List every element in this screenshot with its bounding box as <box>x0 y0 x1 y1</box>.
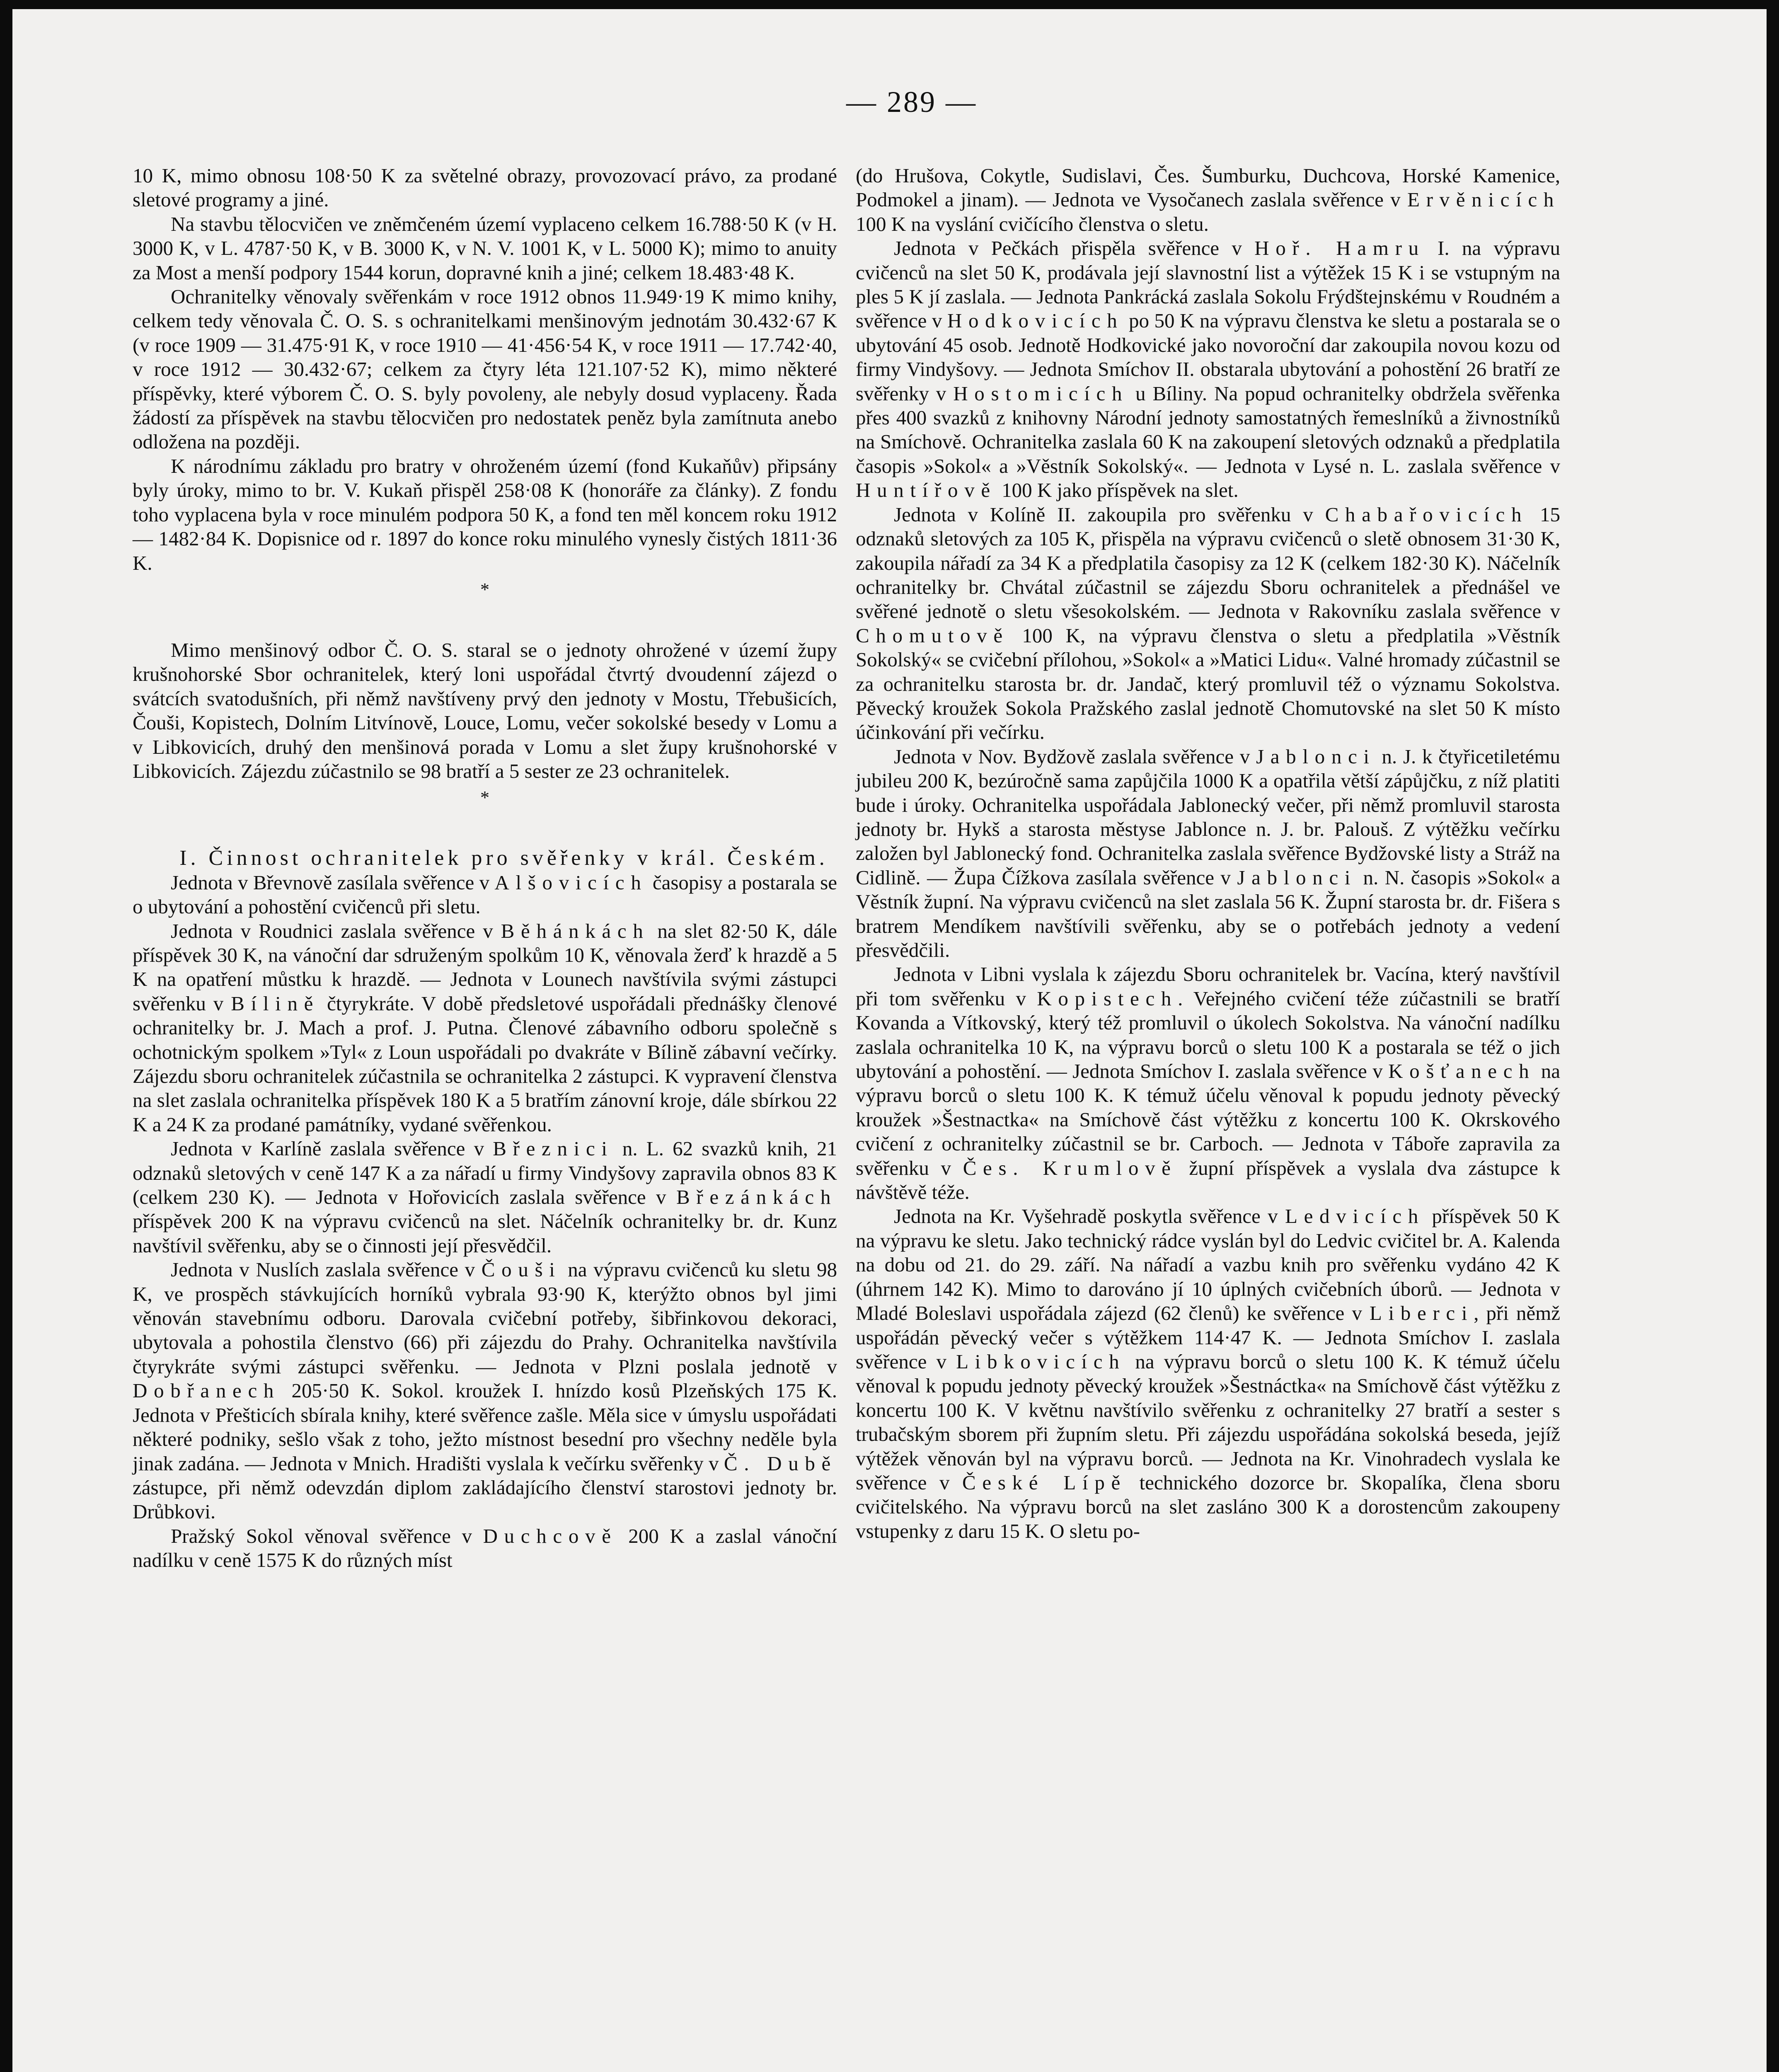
section-heading: I. Činnost ochranitelek pro svěřenky v král. Českém. <box>179 846 828 870</box>
page-number: — 289 — <box>846 85 977 119</box>
place-name: Hoř. Hamru <box>1254 237 1425 260</box>
paragraph <box>856 1204 1560 1543</box>
place-name: Chabařovicích <box>1325 503 1528 526</box>
place-name: Dobřanech <box>133 1379 281 1402</box>
paragraph: Mimo menšinový odbor Č. O. S. staral se o jednoty ohrožené v území župy krušnohorské Sbor ochranitelek, který loni uspořádal čtvrtý dvoudenní zájezd o svátcích svatodušních, při němž navštíveny prvý den jednoty v Mostu, Třebušicích, Čouši, Kopistech, Dolním Litvínově, Louce, Lomu, večer sokolské besedy v Lomu a v Libkovicích, druhý den menšinová porada v Lomu a slet župy krušnohorské v Libkovicích. Zájezdu zúčastnilo se 98 bratří a 5 sester ze 23 ochranitelek. <box>133 638 837 782</box>
place-name: Chomutově <box>856 624 1009 647</box>
paragraph: Ochranitelky věnovaly svěřenkám v roce 1912 obnos 11.949·19 K mimo knihy, celkem tedy věnovala Č. O. S. s ochranitelkami menšinovým jednotám 30.432·67 K (v roce 1909 — 31.475·91 K, v roce 1910 — 41·456·54 K, v roce 1911 — 17.742·40, v roce 1912 — 30.432·67; celkem za čtyry léta 121.107·52 K), mimo některé příspěvky, které výborem Č. O. S. byly povoleny, ale nebyly dosud vyplaceny. Řada žádostí za příspěvek na stavbu tělocvičen pro nedostatek peněz byla zamítnuta anebo odložena na později. <box>133 285 837 453</box>
text: 100 K na vyslání cvičícího členstva o sletu. <box>856 212 1209 235</box>
text: Pražský Sokol věnoval svěřence v <box>171 1524 483 1547</box>
paragraph <box>856 745 1560 963</box>
place-name: Březnici <box>493 1137 614 1160</box>
place-name: Jablonci <box>1237 866 1357 889</box>
text: 100 K, na výpravu členstva o sletu a předplatila »Věstník Sokolský« se cvičební přílohou, »Sokol« a »Matici Lidu«. Valné hromady zúčastnil se za ochranitelku starosta br. dr. Jandač, který promluvil též o významu Sokolstva. Pěvecký kroužek Sokola Pražského zaslal jednotě Chomutovské na slet 50 K místo účinkování při večírku. <box>856 624 1560 744</box>
text: n. L. 62 svazků knih, 21 odznaků sletových v ceně 147 K a za nářadí u firmy Vindyšovy zapravila obnos 83 K (celkem 230 K). — Jednota v Hořovicích zaslala svěřence v <box>133 1137 837 1209</box>
text: Jednota v Nov. Bydžově zaslala svěřence v <box>894 745 1256 768</box>
place-name: Kopistech <box>1037 987 1178 1010</box>
text: na výpravu borců o sletu 100 K. K témuž účelu věnoval k popudu jednoty pěvecký kroužek »Šestnáctka« na Smíchově část výtěžku z koncertu 100 K. V květnu navštívilo svěřenku z ochranitelky 27 bratří a sester s trubačským sborem při župním sletu. Při zájezdu uspořádána sokolská beseda, jejíž výtěžek věnován byl na výpravu borců. — Jednota na Kr. Vinohradech vyslala ke svěřence v <box>856 1350 1560 1494</box>
place-name: České Lípě <box>962 1471 1127 1494</box>
text: časopisy a postarala se o ubytování a pohostění cvičenců při sletu. <box>133 871 837 918</box>
place-name: Běhánkách <box>501 919 650 942</box>
text: Jednota v Libni vyslala k zájezdu Sboru ochranitelek br. Vacína, který navštívil při tom svěřenku v <box>856 963 1560 1010</box>
text: Jednota v Pečkách přispěla svěřence v <box>894 237 1255 260</box>
paragraph <box>856 503 1560 745</box>
spacer <box>133 604 837 638</box>
text: n. J. k čtyřicetiletému jubileu 200 K, bezúročně sama zapůjčila 1000 K a opatřila větší zápůjčku, z níž platiti bude i úroky. Ochranitelka uspořádala Jablonecký večer, při němž promluvil starosta jednoty br. Hykš a starosta městyse Jablonce n. J. br. Palouš. Z výtěžku večírku založen byl Jablonecký fond. Ochranitelka zaslala svěřence Bydžovské listy a Stráž na Cidlině. — Župa Čížkova zasílala svěřence v <box>856 745 1560 889</box>
text: příspěvek 50 K na výpravu ke sletu. Jako technický rádce vyslán byl do Ledvic cvičitel br. A. Kalenda na dobu od 21. do 29. září. Na nářadí a vazbu knih pro svěřenku vydáno 42 K (úhrnem 142 K). Mimo to darováno jí 10 úplných cvičebních úborů. — Jednota v Mladé Boleslavi uspořádala zájezd (62 členů) ke svěřence v <box>856 1205 1560 1325</box>
text: 205·50 K. Sokol. kroužek I. hnízdo kosů Plzeňských 175 K. Jednota v Přešticích sbírala knihy, které svěřence zašle. Měla sice v úmyslu uspořádati některé podniky, sešlo však z toho, ježto místnost besední pro všechny neděle byla jinak zadána. — Jednota v Mnich. Hradišti vyslala k večírku svěřenky v <box>133 1379 837 1475</box>
place-name: Čes. Krumlově <box>963 1156 1177 1179</box>
text: I. na výpravu cvičenců na slet 50 K, prodávala její slavnostní list a výtěžek 15 K i se vstupným na ples 5 K jí zaslala. — Jednota Pankrácká zaslala Sokolu Frýdštejnskému v Roudném a svěřence v <box>856 237 1560 332</box>
text: 100 K jako příspěvek na slet. <box>996 479 1239 502</box>
text: u Bíliny. Na popud ochranitelky obdržela svěřenka přes 400 svazků z knihovny Národní jednoty samostatných řemeslníků a živnostníků na Smíchově. Ochranitelka zaslala 60 K na zakoupení sletových odznaků a předplatila časopis »Sokol« a »Věstník Sokolský«. — Jednota v Lysé n. L. zaslala svěřence v <box>856 382 1560 477</box>
text: Jednota na Kr. Vyšehradě poskytla svěřence v <box>894 1205 1285 1228</box>
paragraph <box>133 1137 837 1258</box>
paragraph <box>856 236 1560 502</box>
text: Jednota v Nuslích zaslala svěřence v <box>171 1258 482 1281</box>
text: na výpravu cvičenců ku sletu 98 K, ve prospěch stávkujících horníků vybrala 93·90 K, kterýžto obnos byl jimi věnován stavebnímu odboru. Darovala cvičební potřeby, šibřinkovou dekoraci, ubytovala a pohostila členstvo (66) při zájezdu do Prahy. Ochranitelka navštívila čtyrykráte svými zástupci svěřenku. — Jednota v Plzni poslala jednotě v <box>133 1258 837 1378</box>
text: na výpravu borců o sletu 100 K. K témuž účelu věnoval k popudu jednoty pěvecký kroužek »Šestnactka« na Smíchově část výtěžku z koncertu 100 K. Okrskového cvičení z ochranitelky zúčastnil se br. Carboch. — Jednota v Táboře zapravila za svěřenku v <box>856 1060 1560 1179</box>
text: technického dozorce br. Skopalíka, člena sboru cvičitelského. Na výpravu borců na slet zasláno 300 K a dorostencům zakoupeny vstupenky z daru 15 K. O sletu po- <box>856 1471 1561 1542</box>
text: . Veřejného cvičení téže zúčastnili se bratří Kovanda a Vítkovský, který též promluvil o úkolech Sokolstva. Na vánoční nadílku zaslala ochranitelka 10 K, na výpravu borců o sletu 100 K a postarala se též o jich ubytování a pohostění. — Jednota Smíchov I. zaslala svěřence v <box>856 987 1561 1083</box>
place-name: Libkovicích <box>956 1350 1126 1373</box>
paragraph <box>856 164 1560 236</box>
text: zástupce, při němž odevzdán diplom zakládajícího členství starostovi jednoty br. Drůbkovi. <box>133 1476 837 1523</box>
text: Jednota v Roudnici zaslala svěřence v <box>171 919 501 942</box>
place-name: Bílině <box>231 992 320 1015</box>
section-divider-star: * <box>480 579 489 600</box>
place-name: Huntířově <box>856 479 997 502</box>
place-name: Č. Dubě <box>724 1452 837 1475</box>
place-name: Košťanech <box>1388 1060 1536 1083</box>
text: Jednota v Karlíně zaslala svěřence v <box>171 1137 493 1160</box>
paragraph: K národnímu základu pro bratry v ohroženém území (fond Kukaňův) připsány byly úroky, mimo to br. V. Kukaň přispěl 258·08 K (honoráře za články). Z fondu toho vyplacena byla v roce minulém podpora 50 K, a fond ten měl koncem roku 1912 — 1482·84 K. Dopisnice od r. 1897 do konce roku minulého vynesly čistých 1811·36 K. <box>133 454 837 574</box>
place-name: Alšovicích <box>494 871 648 894</box>
text: , při němž uspořádán pěvecký večer s výtěžkem 114·47 K. — Jednota Smíchov I. zaslala svěřence v <box>856 1302 1561 1373</box>
paragraph: 10 K, mimo obnosu 108·50 K za světelné obrazy, provozovací právo, za prodané sletové programy a jiné. <box>133 164 837 211</box>
left-column <box>133 164 837 1573</box>
text: župní příspěvek a vyslala dva zástupce k návštěvě téže. <box>856 1156 1560 1204</box>
place-name: Hodkovicích <box>947 309 1124 332</box>
text: po 50 K na výpravu členstva ke sletu a postarala se o ubytování 45 osob. Jednotě Hodkovické jako novoroční dar zakoupila novou kozu od firmy Vindyšovy. — Jednota Smíchov II. obstarala ubytování a pohostění 26 bratří ze svěřenky v <box>856 309 1560 405</box>
place-name: Liberci <box>1369 1302 1474 1325</box>
paragraph <box>133 919 837 1137</box>
text: 15 odznaků sletových za 105 K, přispěla na výpravu cvičenců o sletě obnosem 31·30 K, zakoupila nářadí za 34 K a předplatila časopisy za 12 K (celkem 182·30 K). Náčelník ochranitelky br. Chvátal zúčastnil se zájezdu Sboru ochranitelek a přednášel ve svěřené jednotě o sletu všesokolském. — Jednota v Rakovníku zaslala svěřence v <box>856 503 1560 623</box>
text: Jednota v Břevnově zasílala svěřence v <box>171 871 495 894</box>
paragraph <box>856 962 1560 1204</box>
right-column <box>856 164 1560 1543</box>
paragraph <box>133 1524 837 1573</box>
section-divider-star: * <box>480 787 489 808</box>
paragraph <box>133 871 837 919</box>
paragraph <box>133 1258 837 1524</box>
text: n. N. časopis »Sokol« a Věstník župní. Na výpravu cvičenců na slet zaslala 56 K. Župní starosta br. dr. Fišera s bratrem Mendíkem navštívili svěřenku, aby se o potřebách jednoty a vedení přesvědčili. <box>856 866 1561 961</box>
text: 200 K a zaslal vánoční nadílku v ceně 1575 K do různých míst <box>133 1524 837 1572</box>
place-name: Čouši <box>481 1258 562 1281</box>
place-name: Hostomicích <box>953 382 1129 405</box>
place-name: Ervěnicích <box>1407 188 1560 211</box>
text: příspěvek 200 K na výpravu cvičenců na slet. Náčelník ochranitelky br. dr. Kunz navštívil svěřenku, aby se o činnosti její přesvědčil. <box>133 1210 837 1257</box>
place-name: Ledvicích <box>1285 1205 1425 1228</box>
spacer <box>133 812 837 846</box>
place-name: Jablonci <box>1256 745 1376 768</box>
text: na slet 82·50 K, dále příspěvek 30 K, na vánoční dar sdruženým spolkům 10 K, věnovala žerď k hrazdě a 5 K na opatření můstku k hrazdě. — Jednota v Lounech navštívila svými zástupci svěřenku v <box>133 919 837 1015</box>
place-name: Březánkách <box>676 1186 837 1209</box>
place-name: Duchcově <box>483 1524 617 1547</box>
text: (do Hrušova, Cokytle, Sudislavi, Čes. Šumburku, Duchcova, Horské Kamenice, Podmokel a jinam). — Jednota ve Vysočanech zaslala svěřence v <box>856 164 1560 211</box>
text: čtyrykráte. V době předsletové uspořádali přednášky členové ochranitelky br. J. Mach a prof. J. Putna. Členové zábavního odboru společně s ochotnickým spolkem »Tyl« z Loun uspořádali po dvakráte v Bílině zábavní večírky. Zájezdu sboru ochranitelek zúčastnila se ochranitelka 2 zástupci. K vypravení členstva na slet zaslala ochranitelka příspěvek 180 K a 5 bratřím zánovní kroje, dále sbírkou 22 K a 24 K za prodané památníky, vydané svěřenkou. <box>133 992 837 1136</box>
text: Jednota v Kolíně II. zakoupila pro svěřenku v <box>894 503 1325 526</box>
paragraph: Na stavbu tělocvičen ve zněmčeném území vyplaceno celkem 16.788·50 K (v H. 3000 K, v L. 4787·50 K, v B. 3000 K, v N. V. 1001 K, v L. 5000 K); mimo to anuity za Most a menší podpory 1544 korun, dopravné knih a jiné; celkem 18.483·48 K. <box>133 212 837 284</box>
